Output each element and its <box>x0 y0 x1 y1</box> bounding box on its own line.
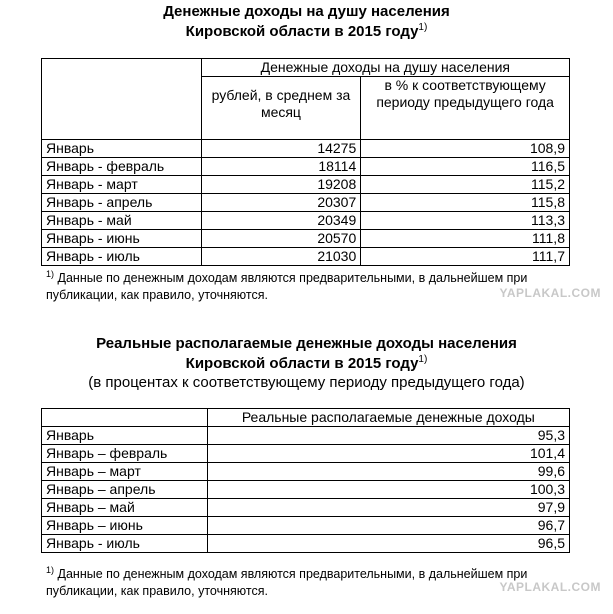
table1-pct-cell: 113,3 <box>361 212 570 230</box>
table2-corner-cell <box>42 409 208 427</box>
table2-title-line1: Реальные располагаемые денежные доходы населения <box>96 335 517 352</box>
table1-rub-cell: 18114 <box>201 158 361 176</box>
table2-footnote <box>46 566 566 600</box>
table2-row <box>42 535 570 553</box>
table1-period-cell: Январь <box>42 140 202 158</box>
table2-value-cell: 97,9 <box>207 499 569 517</box>
table2-subtitle: (в процентах к соответствующему периоду предыдущего года) <box>88 374 525 391</box>
table1-row <box>42 158 570 176</box>
income-per-capita-table <box>41 58 570 266</box>
table1-period-cell: Январь - апрель <box>42 194 202 212</box>
table1-pct-cell: 111,8 <box>361 230 570 248</box>
table2-row <box>42 445 570 463</box>
table1-row <box>42 194 570 212</box>
table1-row <box>42 248 570 266</box>
real-disposable-income-table <box>41 408 570 553</box>
table2-period-cell: Январь – июнь <box>42 517 208 535</box>
table2-title-footnote-mark: 1) <box>418 354 428 365</box>
table1-rub-cell: 21030 <box>201 248 361 266</box>
table1-period-cell: Январь - июль <box>42 248 202 266</box>
table1-title-line2: Кировской области в 2015 году <box>185 23 419 40</box>
table1-pct-cell: 111,7 <box>361 248 570 266</box>
table2-period-cell: Январь – апрель <box>42 481 208 499</box>
table2-value-cell: 96,5 <box>207 535 569 553</box>
table1-rub-cell: 19208 <box>201 176 361 194</box>
table1-period-cell: Январь - июнь <box>42 230 202 248</box>
table2-row <box>42 463 570 481</box>
table1-row <box>42 212 570 230</box>
table2-value-cell: 100,3 <box>207 481 569 499</box>
table1-footnote-mark: 1) <box>46 268 55 279</box>
table2-period-cell: Январь <box>42 427 208 445</box>
table1-rub-cell: 20570 <box>201 230 361 248</box>
table2-period-cell: Январь – май <box>42 499 208 517</box>
table1-pct-cell: 115,2 <box>361 176 570 194</box>
table1-pct-cell: 116,5 <box>361 158 570 176</box>
table1-pct-cell: 108,9 <box>361 140 570 158</box>
table1-title-footnote-mark: 1) <box>418 22 428 33</box>
table2-value-cell: 96,7 <box>207 517 569 535</box>
table1-row <box>42 140 570 158</box>
table2-row <box>42 481 570 499</box>
table2-header-row <box>42 409 570 427</box>
table1-col-rub-header: рублей, в среднем за месяц <box>201 77 361 140</box>
table1-group-header: Денежные доходы на душу населения <box>201 59 569 77</box>
table1-footnote-text: Данные по денежным доходам являются предварительными, в дальнейшем при публикации, как правило, уточняются. <box>46 271 528 302</box>
watermark-bottom: YAPLAKAL.COM <box>499 580 601 594</box>
table1-row <box>42 230 570 248</box>
table2-period-cell: Январь – март <box>42 463 208 481</box>
table2-title-line2: Кировской области в 2015 году <box>185 355 419 372</box>
table2-row <box>42 427 570 445</box>
table2-period-cell: Январь - июль <box>42 535 208 553</box>
table2-value-cell: 95,3 <box>207 427 569 445</box>
table1-col-pct-header: в % к соответствующему периоду предыдущего года <box>361 77 570 140</box>
table1-group-header-row <box>42 59 570 77</box>
table1-corner-cell <box>42 59 202 140</box>
table1-period-cell: Январь - март <box>42 176 202 194</box>
table1-period-cell: Январь - февраль <box>42 158 202 176</box>
table1-row <box>42 176 570 194</box>
table2-period-cell: Январь – февраль <box>42 445 208 463</box>
table2-footnote-mark: 1) <box>46 564 55 575</box>
table1-pct-cell: 115,8 <box>361 194 570 212</box>
watermark-top: YAPLAKAL.COM <box>499 286 601 300</box>
table2-row <box>42 499 570 517</box>
table2-footnote-text: Данные по денежным доходам являются предварительными, в дальнейшем при публикации, как правило, уточняются. <box>46 567 528 598</box>
table2-value-cell: 99,6 <box>207 463 569 481</box>
table2-value-cell: 101,4 <box>207 445 569 463</box>
table1-period-cell: Январь - май <box>42 212 202 230</box>
table1-rub-cell: 20307 <box>201 194 361 212</box>
table1-footnote <box>46 270 566 304</box>
table1-title-line1: Денежные доходы на душу населения <box>163 3 450 20</box>
table2-row <box>42 517 570 535</box>
table1-rub-cell: 14275 <box>201 140 361 158</box>
table2-title-line2-wrap <box>0 354 613 373</box>
table1-rub-cell: 20349 <box>201 212 361 230</box>
table2-col-header: Реальные располагаемые денежные доходы <box>207 409 569 427</box>
table1-title-line2-wrap <box>0 22 613 41</box>
